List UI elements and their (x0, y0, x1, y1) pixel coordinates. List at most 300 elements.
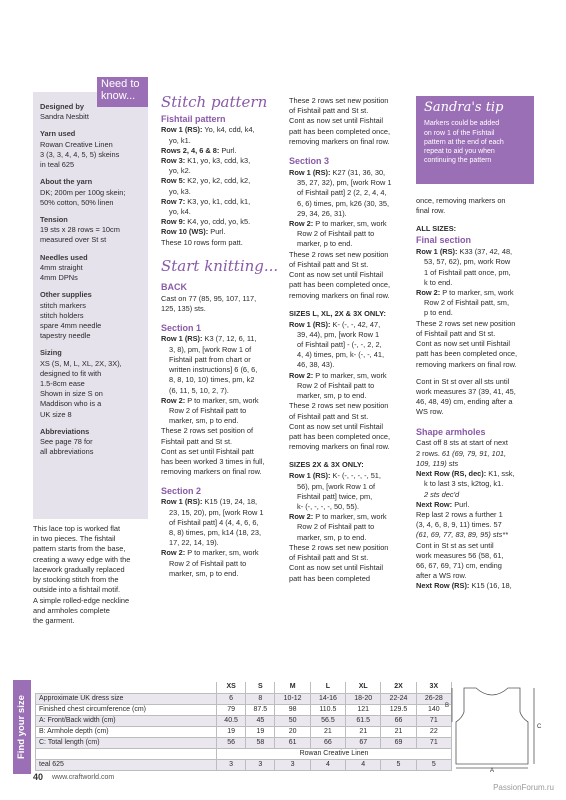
section3-heading: Section 3 (289, 156, 330, 167)
section-line: has been worked 3 times in full, (161, 457, 265, 467)
dec-note-text: 2 sts dec'd (424, 489, 460, 499)
row-value: 61 (275, 737, 310, 748)
row-label: C: Total length (cm) (36, 737, 217, 748)
size-table (35, 682, 452, 771)
sidebar-value: Maddison who is a (40, 399, 102, 409)
sidebar-value: stitch holders (40, 310, 84, 320)
row-continuation: (6, 11, 5, 10, 2, 7). (169, 385, 229, 395)
row-text: K15 (19, 24, 18, (202, 497, 258, 507)
label-c: C (537, 724, 542, 730)
shape-italic: 109, 119) sts (416, 458, 459, 468)
span-blank (36, 748, 217, 759)
yarn-name: Rowan Creative Linen (217, 748, 452, 759)
row-line (161, 125, 279, 135)
row-label: A: Front/Back width (cm) (36, 715, 217, 726)
row-continuation: k to last 3 sts, k2tog, k1. (424, 479, 504, 489)
label-b: B (445, 703, 450, 709)
sidebar-block (40, 177, 142, 208)
row-label: B: Armhole depth (cm) (36, 726, 217, 737)
watermark: PassionForum.ru (493, 783, 554, 792)
header-blank (36, 682, 217, 693)
section-line: patt has been completed (289, 573, 370, 583)
row-value: 4 (346, 759, 381, 770)
row-value: 66 (381, 715, 416, 726)
tip-line: continuing the pattern (424, 157, 492, 165)
rep-text: (3, 4, 6, 8, 9, 11) times. 57 (416, 520, 502, 530)
rows-end: These 10 rows form patt. (161, 237, 243, 247)
size-header: 3X (416, 682, 451, 693)
row-label: Row 2: (161, 395, 186, 405)
row-text: K3, yo, k1, cdd, k1, (185, 196, 251, 206)
section1-heading: Section 1 (161, 322, 202, 333)
row-continuation: 1 of Fishtail patt once, pm, (424, 267, 511, 277)
sidebar-block (40, 348, 142, 420)
table-row (36, 737, 452, 748)
section-line: work measures 37 (39, 41, 45, (416, 386, 516, 396)
row-continuation: Row 2 of Fishtail patt to (169, 405, 247, 415)
row-continuation: of Fishtail patt] - (-, -, 2, 2, (297, 340, 382, 350)
row-continuation: 3, 8), pm, [work Row 1 of (169, 344, 252, 354)
row-value: 121 (346, 704, 381, 715)
row-continuation: 53, 57, 62), pm, work Row (424, 257, 511, 267)
section-line: These 2 rows set new position (289, 542, 389, 552)
row-value: 129.5 (381, 704, 416, 715)
tip-line: pattern at the end of each (424, 138, 504, 146)
sidebar-value: 4mm straight (40, 262, 83, 272)
row-line (161, 197, 279, 207)
row-continuation: yo, k2. (169, 166, 191, 176)
section-line: These 2 rows set new position (416, 318, 516, 328)
row-text: Purl. (208, 227, 226, 237)
section-line: removing markers on final row. (289, 290, 390, 300)
section-line: Cont as now set until Fishtail (289, 270, 384, 280)
section-line: work measures 56 (58, 61, (416, 550, 504, 560)
row-line (416, 288, 534, 298)
shape-text: Cast off 8 sts at start of next (416, 438, 508, 448)
section-line: patt has been completed once, (289, 432, 391, 442)
section-line: of Fishtail patt and St st. (289, 106, 369, 116)
need-to-know-badge (97, 77, 148, 107)
intro-line: in two pieces. The fishtail (33, 534, 116, 544)
row-continuation: 29, 34, 26, 31). (297, 208, 347, 218)
tip-text (424, 119, 526, 165)
label-a: A (490, 768, 495, 772)
section-line: removing markers on final row. (416, 359, 517, 369)
rep-italic (416, 530, 534, 540)
sidebar-block (40, 427, 142, 458)
row-value: 6 (217, 693, 246, 704)
sidebar-value: measured over St st (40, 235, 107, 245)
section2-heading: Section 2 (161, 485, 202, 496)
row-line (416, 247, 534, 257)
intro-line: outside into a fishtail motif. (33, 585, 121, 595)
section-line: removing markers on final row. (161, 467, 262, 477)
row-continuation: 46, 38, 43). (297, 360, 335, 370)
dec-note (416, 490, 534, 500)
rep-italic-text: (61, 69, 77, 83, 89, 95) sts** (416, 530, 509, 540)
tip-box (416, 96, 534, 184)
row-continuation: 39, 44), pm, [work Row 1 (297, 329, 380, 339)
row-value: 40.5 (217, 715, 246, 726)
footer-url[interactable]: www.craftworld.com (52, 774, 115, 781)
row-text: K- (-, -, 42, 47, (330, 319, 381, 329)
row-value: 18-20 (346, 693, 381, 704)
sidebar-value: 1.5-8cm ease (40, 379, 85, 389)
row-value: 21 (381, 726, 416, 737)
sidebar-heading: Tension (40, 214, 68, 224)
row-value: 140 (416, 704, 451, 715)
row-value: 66 (310, 737, 345, 748)
row-line (289, 219, 407, 229)
row-value: 79 (217, 704, 246, 715)
row-label: Next Row: (416, 499, 453, 509)
row-continuation: of Fishtail patt] 2 (2, 2, 4, 4, (297, 188, 387, 198)
next-row-purl (416, 500, 534, 510)
sidebar-value: DK; 200m per 100g skein; (40, 187, 126, 197)
sidebar-heading: Designed by (40, 102, 84, 111)
row-continuation: marker, sm, p to end. (297, 391, 367, 401)
shape-italic: 61 (69, 79, 91, 101, (441, 448, 506, 458)
row-value: 20 (275, 726, 310, 737)
sidebar-value: XS (S, M, L, XL, 2X, 3X), (40, 358, 122, 368)
row-line (161, 156, 279, 166)
table-row (36, 704, 452, 715)
row-continuation: 4, 4) times, pm, k- (-, -, 41, (297, 350, 385, 360)
section-line: Cont in St st over all sts until (416, 376, 510, 386)
sidebar-block (40, 290, 142, 341)
next-row-dec (416, 469, 534, 489)
row-continuation: marker, sm, p to end. (169, 416, 239, 426)
row-text: Purl. (219, 145, 237, 155)
intro-text (33, 524, 148, 626)
row-label: Row 5: (161, 176, 186, 186)
row-value: 56 (217, 737, 246, 748)
section2-text (161, 497, 279, 579)
intro-line: the garment. (33, 615, 75, 625)
sidebar-heading: Needles used (40, 252, 88, 262)
row-line (289, 471, 407, 481)
row-continuation: Row 2 of Fishtail patt to (297, 522, 375, 532)
row-text: P to marker, sm, work (313, 370, 387, 380)
section-line: Cont in St st as set until (416, 540, 494, 550)
badge-line: know... (101, 89, 136, 102)
row-continuation: k to end. (424, 277, 453, 287)
section-line: of Fishtail patt and St st. (289, 411, 369, 421)
sidebar-block (40, 215, 142, 246)
section-line: after a WS row. (416, 571, 467, 581)
need-to-know-sidebar (33, 89, 148, 519)
row-line (161, 334, 279, 344)
sidebar-value: stitch markers (40, 300, 86, 310)
sidebar-value: 4mm DPNs (40, 273, 78, 283)
back-line: 125, 135) sts. (161, 304, 206, 314)
sizes-2x-heading: SIZES 2X & 3X ONLY: (289, 460, 364, 470)
row-label: Finished chest circumference (cm) (36, 704, 217, 715)
row-line (416, 469, 534, 479)
section-line: removing markers on final row. (289, 136, 390, 146)
sidebar-value: Rowan Creative Linen (40, 139, 113, 149)
row-label: Row 9: (161, 217, 186, 227)
row-value: 21 (346, 726, 381, 737)
row-line (289, 371, 407, 381)
row-line (161, 497, 279, 507)
row-value: 3 (217, 759, 246, 770)
row-value: 19 (217, 726, 246, 737)
row-continuation: yo, k4. (169, 207, 191, 217)
row-continuation: 35, 27, 32), pm, [work Row 1 (297, 178, 392, 188)
row-continuation: 6, 6) times, pm, k26 (30, 35, (297, 198, 390, 208)
sidebar-value: 3 (3, 3, 4, 4, 5, 5) skeins (40, 149, 120, 159)
row-continuation: yo, k3. (169, 186, 191, 196)
sidebar-value: 19 sts x 28 rows = 10cm (40, 225, 120, 235)
row-label: Approximate UK dress size (36, 693, 217, 704)
sizes-l-text (289, 320, 407, 453)
size-header: XS (217, 682, 246, 693)
final-section-text (416, 247, 534, 370)
sidebar-heading: Other supplies (40, 290, 92, 300)
row-text: K27 (31, 36, 30, (330, 167, 386, 177)
sidebar-heading: Abbreviations (40, 426, 90, 436)
col3-top-text (289, 96, 407, 147)
row-text: K- (-, -, -, -, 51, (330, 471, 381, 481)
intro-line: A simple rolled-edge neckline (33, 595, 130, 605)
row-value: 14-16 (310, 693, 345, 704)
row-label: Row 10 (WS): (161, 227, 209, 237)
row-label: Row 1 (RS): (161, 125, 203, 135)
section-line: Cont as set until Fishtail patt (161, 446, 254, 456)
row-label: Row 2: (161, 548, 186, 558)
size-header-row (36, 682, 452, 693)
row-value: 4 (310, 759, 345, 770)
row-continuation: yo, k1. (169, 135, 191, 145)
garment-outline (456, 688, 528, 764)
cont2-text (416, 541, 534, 582)
row-label: Next Row (RS): (416, 581, 470, 591)
row-value: 22 (416, 726, 451, 737)
row-text: Yo, k4, cdd, k4, (202, 125, 255, 135)
row-label: Row 1 (RS): (289, 167, 331, 177)
row-continuation: 17, 22, 14, 19). (169, 538, 219, 548)
row-continuation: marker, p to end. (297, 239, 353, 249)
row-text: K33 (37, 42, 48, (457, 247, 513, 257)
page-number: 40 (33, 772, 44, 782)
row-label: Row 1 (RS): (416, 247, 458, 257)
row-line (161, 548, 279, 558)
column-stitch-pattern (161, 94, 279, 579)
back-heading: BACK (161, 282, 187, 293)
intro-line: creating a wavy edge with the (33, 554, 131, 564)
sidebar-value: designed to fit with (40, 368, 102, 378)
row-continuation: 23, 15, 20), pm, [work Row 1 (169, 507, 264, 517)
section-line: These 2 rows set new position (289, 249, 389, 259)
sidebar-value: Shown in size S on (40, 389, 103, 399)
row-text: Purl. (452, 499, 470, 509)
section-line: Cont as now set until Fishtail (416, 339, 511, 349)
row-value: 45 (246, 715, 275, 726)
row-line (289, 512, 407, 522)
sidebar-heading: Sizing (40, 348, 62, 358)
size-header: M (275, 682, 310, 693)
section-line: once, removing markers on (416, 196, 506, 205)
table-row (36, 715, 452, 726)
row-continuation: Fishtail patt] twice, pm, (297, 491, 373, 501)
row-label: Row 2: (289, 370, 314, 380)
rep-text: Rep last 2 rows a further 1 (416, 509, 503, 519)
row-line (161, 217, 279, 227)
row-label: Row 1 (RS): (161, 497, 203, 507)
row-text: K2, yo, k2, cdd, k2, (185, 176, 251, 186)
row-label: teal 625 (36, 759, 217, 770)
row-value: 5 (416, 759, 451, 770)
row-label: Row 2: (289, 218, 314, 228)
row-value: 8 (246, 693, 275, 704)
find-your-size-label: Find your size (16, 695, 27, 759)
row-value: 26-28 (416, 693, 451, 704)
row-continuation: Row 2 of Fishtail patt to (297, 380, 375, 390)
row-text: K4, yo, cdd, yo, k5. (185, 217, 251, 227)
section-line: WS row. (416, 407, 444, 417)
intro-line: by stocking stitch from the (33, 575, 119, 585)
row-value: 87.5 (246, 704, 275, 715)
row-line (161, 146, 279, 156)
row-continuation: Row 2 of Fishtail patt to (169, 558, 247, 568)
size-header: L (310, 682, 345, 693)
column-sections (289, 96, 407, 584)
row-line (161, 227, 279, 237)
row-line (289, 168, 407, 178)
size-header: XL (346, 682, 381, 693)
shape-text-part: 2 rows. (416, 448, 440, 458)
row-continuation: 8, 8, 10, 10) times, pm, k2 (169, 375, 255, 385)
tip-line: repeat to aid you when (424, 148, 495, 155)
row-continuation: 56), pm, [work Row 1 of (297, 481, 376, 491)
row-continuation: k- (-, -, -, -, 50, 55). (297, 501, 360, 511)
row-continuation: 8, 8) times, pm, k14 (18, 23, (169, 527, 262, 537)
section-line: patt has been completed once, (289, 126, 391, 136)
size-header: 2X (381, 682, 416, 693)
row-label: Next Row (RS, dec): (416, 469, 487, 479)
intro-line: pattern starts from the base, (33, 544, 126, 554)
row-text: P to marker, sm, work (313, 512, 387, 522)
row-text: P to marker, sm, work (185, 395, 259, 405)
row-label: Row 1 (RS): (289, 471, 331, 481)
row-label: Row 2: (416, 287, 441, 297)
stitch-pattern-heading: Stitch pattern (161, 93, 268, 111)
row-label: Row 1 (RS): (161, 334, 203, 344)
row-label: Row 2: (289, 512, 314, 522)
all-sizes-heading: ALL SIZES: (416, 224, 457, 234)
cont-text (416, 377, 534, 418)
sidebar-value: UK size 8 (40, 409, 72, 419)
row-text: K3 (7, 12, 6, 11, (202, 334, 257, 344)
section-line: 46, 48, 49) cm, ending after a (416, 397, 513, 407)
section-line: Fishtail patt and St st. (161, 436, 233, 446)
row-value: 3 (275, 759, 310, 770)
section-line: These 2 rows set new position (289, 401, 389, 411)
row-continuation: p to end. (424, 308, 453, 318)
row-value: 5 (381, 759, 416, 770)
fishtail-heading: Fishtail pattern (161, 113, 226, 124)
row-label: Rows 2, 4, 6 & 8: (161, 145, 220, 155)
table-row (36, 759, 452, 770)
table-row (36, 726, 452, 737)
row-value: 3 (246, 759, 275, 770)
sizes-l-heading: SIZES L, XL, 2X & 3X ONLY: (289, 308, 386, 318)
row-text: K1, yo, k3, cdd, k3, (185, 155, 251, 165)
section-line: Cont as now set until Fishtail (289, 563, 384, 573)
intro-line: lacework gradually replaced (33, 564, 125, 574)
row-value: 21 (310, 726, 345, 737)
row-continuation: Row 2 of Fishtail patt, sm, (424, 298, 510, 308)
back-line: Cast on 77 (85, 95, 107, 117, (161, 294, 257, 304)
size-header: S (246, 682, 275, 693)
tip-line: Markers could be added (424, 120, 500, 128)
row-text: K1, ssk, (486, 469, 515, 479)
row-text: P to marker, sm, work (440, 287, 514, 297)
sizes-2x-text (289, 471, 407, 583)
row-label: Row 3: (161, 155, 186, 165)
row-value: 110.5 (310, 704, 345, 715)
next-row-rs (416, 581, 534, 591)
section-line: These 2 rows set new position (289, 96, 389, 105)
section-line: removing markers on final row. (289, 442, 390, 452)
sidebar-value: Sandra Nesbitt (40, 112, 89, 122)
find-your-size-tab (13, 680, 31, 774)
yarn-span-row (36, 748, 452, 759)
section-line: Cont as now set until Fishtail (289, 421, 384, 431)
section-line: patt has been completed once, (289, 280, 391, 290)
garment-schematic (440, 682, 545, 772)
row-continuation: of Fishtail patt] 4 (4, 4, 6, 6, (169, 517, 259, 527)
column-final (416, 196, 534, 592)
back-text (161, 294, 279, 314)
row-label: Row 7: (161, 196, 186, 206)
row-text: P to marker, sm, work (313, 218, 387, 228)
section-line: of Fishtail patt and St st. (289, 259, 369, 269)
row-value: 22-24 (381, 693, 416, 704)
row-label: Row 1 (RS): (289, 319, 331, 329)
row-value: 56.5 (310, 715, 345, 726)
section-line: patt has been completed once, (416, 349, 518, 359)
shape-italic-line (416, 459, 534, 469)
row-continuation: Fishtail patt from chart or (169, 354, 251, 364)
sidebar-block (40, 253, 142, 284)
intro-line: This lace top is worked flat (33, 524, 121, 533)
row-text: P to marker, sm, work (185, 548, 259, 558)
tip-title: Sandra's tip (424, 100, 504, 115)
section-line: final row. (416, 206, 446, 216)
row-continuation: written instructions] 6 (6, 6, (169, 365, 258, 375)
row-continuation: marker, sm, p to end. (169, 568, 239, 578)
sidebar-block (40, 129, 142, 170)
row-value: 50 (275, 715, 310, 726)
row-value: 98 (275, 704, 310, 715)
sidebar-value: all abbreviations (40, 447, 94, 457)
row-value: 71 (416, 715, 451, 726)
row-value: 71 (416, 737, 451, 748)
row-continuation: Row 2 of Fishtail patt to (297, 229, 375, 239)
section-line: Cont as now set until Fishtail (289, 116, 384, 126)
sidebar-value: 50% cotton, 50% linen (40, 197, 114, 207)
section-line: These 2 rows set position of (161, 426, 254, 436)
row-text: K15 (16, 18, (469, 581, 512, 591)
sidebar-value: spare 4mm needle (40, 320, 102, 330)
shape-text (416, 449, 534, 459)
section-line: 66, 67, 69, 71) cm, ending (416, 561, 502, 571)
row-value: 10-12 (275, 693, 310, 704)
intro-line: and armholes complete (33, 605, 110, 615)
row-value: 69 (381, 737, 416, 748)
